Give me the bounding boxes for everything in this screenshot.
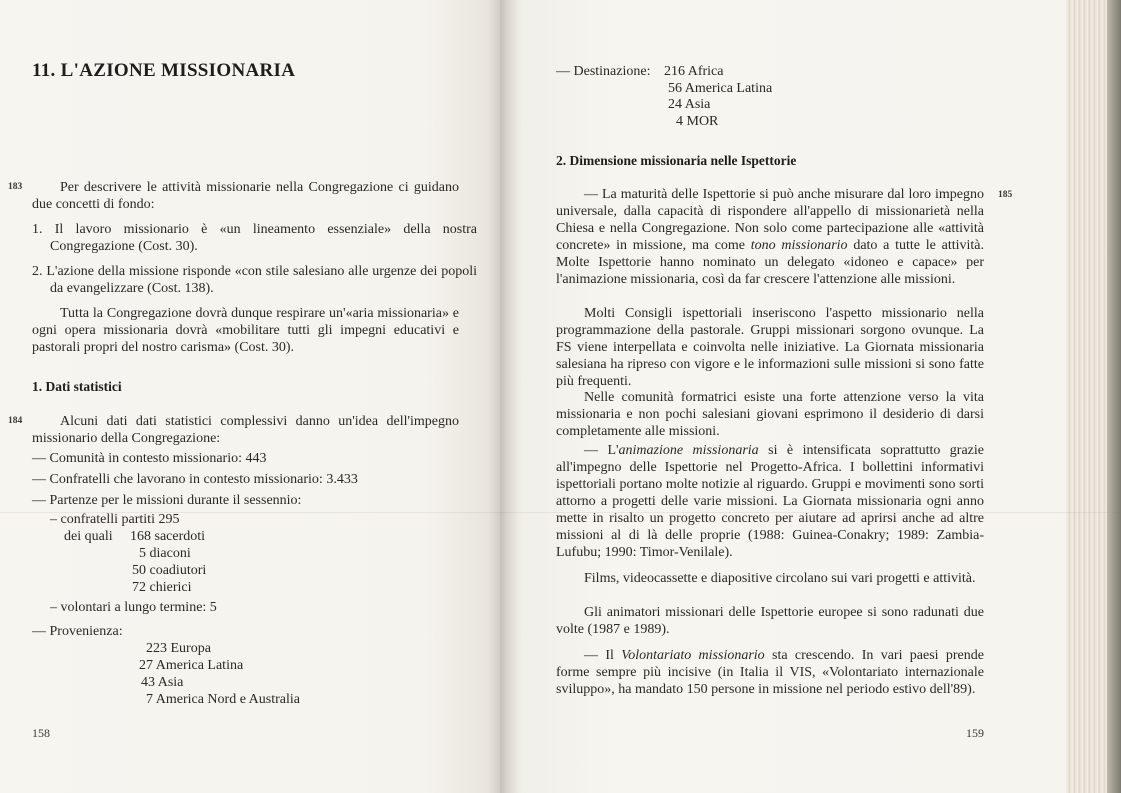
paragraph-animazione-text-1: — L': [584, 443, 619, 458]
destination-mor: 4 MOR: [676, 114, 719, 129]
provenance-label: — Provenienza:: [32, 624, 123, 639]
paragraph-comunita-formatrici: Nelle comunità formatrici esiste una forte attenzione verso la vita missionaria e non pochi salesiani giovani esprimono il desiderio di darsi completamente alle missioni.: [556, 390, 984, 439]
paragraph-films: Films, videocassette e diapositive circolano sui vari progetti e attività.: [584, 571, 976, 586]
provenance-north-america-australia: 7 America Nord e Australia: [146, 692, 300, 707]
right-page: [500, 0, 1066, 793]
section-heading-dimensione: 2. Dimensione missionaria nelle Ispettorie: [556, 153, 797, 168]
paragraph-animatori: Gli animatori missionari delle Ispettorie europee si sono radunati due volte (1987 e 1989).: [556, 605, 984, 637]
provenance-europe: 223 Europa: [146, 641, 211, 656]
provenance-latin-america: 27 America Latina: [139, 658, 244, 673]
of-whom-coadjutors: 50 coadiutori: [132, 563, 207, 578]
left-page: [0, 0, 500, 793]
section-heading-dati-statistici: 1. Dati statistici: [32, 379, 122, 394]
of-whom-deacons: 5 diaconi: [139, 546, 191, 561]
provenance-asia: 43 Asia: [141, 675, 184, 690]
of-whom-priests: 168 sacerdoti: [130, 529, 206, 544]
chapter-title: 11. L'AZIONE MISSIONARIA: [32, 60, 296, 81]
paragraph-animazione-text-2: si è intensificata soprattutto grazie all'impegno delle Ispettorie nel Progetto-Africa. I bollettini informativi ispettoriali portano molte notizie al riguardo. Gruppi e movimenti sono sorti attorno a progetti delle varie missioni. La Giornata missionaria ogni anno mette in risalto un progetto concreto per aiutare ad aprirsi anche ad altre missioni al di là delle proprie (1988: Guinea-Conakry; 1989: Zambia-Lufubu; 1990: Timor-Venilale).: [556, 443, 984, 560]
paragraph-consigli: Molti Consigli ispettoriali inseriscono l'aspetto missionario nella programmazione della pastorale. Gruppi missionari sorgono ovunque. La FS viene interpellata e coinvolta nelle iniziative. La Giornata missionaria salesiana ha ripreso con vigore e le informazioni sulle missioni si sono fatte più frequenti.: [556, 306, 984, 389]
confreres-departed: – confratelli partiti 295: [50, 512, 180, 527]
volunteers-long-term: – volontari a lungo termine: 5: [50, 600, 217, 615]
margin-number-184: 184: [8, 416, 23, 426]
page-number-left: 158: [32, 726, 50, 740]
intro-paragraph: Per descrivere le attività missionarie nella Congregazione ci guidano due concetti di fondo:: [32, 180, 459, 212]
paragraph-maturita-text-1: — La maturità delle Ispettorie si può anche misurare dal loro impegno universale, dalla capacità di rispondere all'appello di missionarietà nella Chiesa e nella Congregazione. Non solo come partecipazione alle «attività concrete» in missione, ma come: [556, 187, 984, 253]
paragraph-volontariato-text-1: — Il: [584, 648, 622, 663]
paragraph-animazione: [556, 442, 984, 561]
book-page-edges: [1066, 0, 1121, 793]
paragraph-maturita: [556, 186, 984, 288]
destination-latin-america: 56 America Latina: [668, 81, 773, 96]
paragraph-maturita-emphasis: tono missionario: [750, 238, 848, 253]
stat-communities: — Comunità in contesto missionario: 443: [32, 451, 267, 466]
of-whom-label: dei quali: [64, 529, 113, 544]
list-item-1: 1. Il lavoro missionario è «un lineamento essenziale» della nostra Congregazione (Cost. 30).: [32, 222, 477, 254]
stat-departures: — Partenze per le missioni durante il sessennio:: [32, 493, 302, 508]
margin-number-185: 185: [998, 190, 1013, 200]
page-number-right: 159: [966, 726, 984, 740]
stat-confreres: — Confratelli che lavorano in contesto missionario: 3.433: [32, 472, 358, 487]
paragraph-volontariato-emphasis: Volontariato missionario: [621, 648, 765, 663]
stats-intro-paragraph: Alcuni dati dati statistici complessivi danno un'idea dell'impegno missionario della Congregazione:: [32, 414, 459, 446]
destination-asia: 24 Asia: [668, 97, 711, 112]
destination-label: — Destinazione:: [556, 64, 651, 79]
destination-africa: 216 Africa: [664, 64, 724, 79]
paragraph-animazione-emphasis: animazione missionaria: [618, 443, 759, 458]
paragraph-maturita-text-2: dato a tutte le attività. Molte Ispettorie hanno nominato un delegato «idoneo e capace» per l'animazione missionaria, così da far crescere l'attenzione alle missioni.: [556, 238, 985, 287]
of-whom-clerics: 72 chierici: [132, 580, 192, 595]
list-item-2: 2. L'azione della missione risponde «con stile salesiano alle urgenze dei popoli da evangelizzare (Cost. 138).: [32, 264, 477, 296]
paragraph-tutta: Tutta la Congregazione dovrà dunque respirare un'«aria missionaria» e ogni opera missionaria dovrà «mobilitare tutti gli impegni educativi e pastorali propri del nostro carisma» (Cost. 30).: [32, 306, 459, 355]
book-gutter: [488, 0, 518, 793]
paragraph-volontariato: [556, 647, 984, 698]
margin-number-183: 183: [8, 182, 23, 192]
paper-fold-line: [0, 512, 1121, 513]
paragraph-volontariato-text-2: sta crescendo. In vari paesi prende forme sempre più incisive (in Italia il VIS, «Volontariato internazionale sviluppo», ha mandato 150 persone in missione nel periodo estivo dell'89).: [556, 648, 984, 697]
